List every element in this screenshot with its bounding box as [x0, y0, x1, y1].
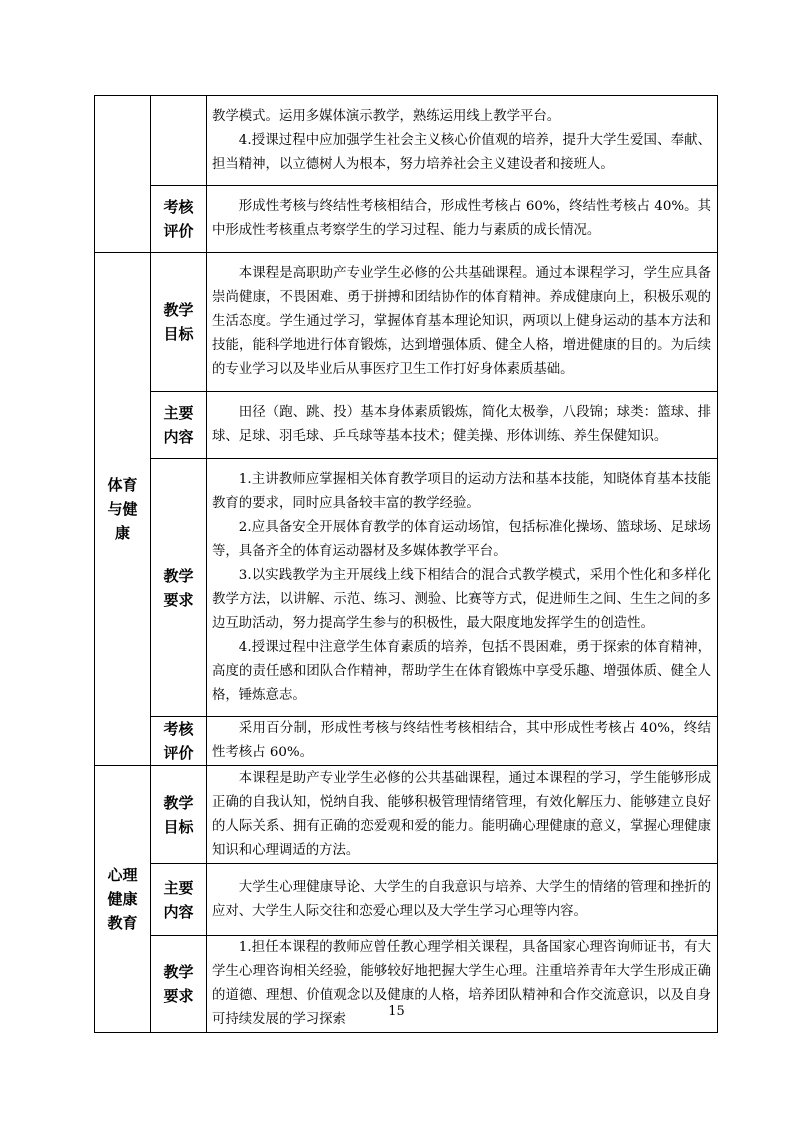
- item-label-line: 要求: [163, 590, 194, 609]
- course-row: [95, 186, 718, 253]
- item-label-line: 主要: [163, 404, 194, 422]
- item-label-line: 评价: [163, 222, 194, 240]
- item-content-cell: [207, 253, 718, 392]
- content-paragraph: 1.主讲教师应掌握相关体育教学项目的运动方法和基本技能，知晓体育基本技能教育的要求，同时应具备较丰富的教学经验。: [212, 471, 711, 511]
- item-label-line: 内容: [163, 428, 194, 446]
- item-content-cell: [207, 186, 718, 253]
- item-label-cell: [151, 766, 207, 864]
- item-label-line: 目标: [163, 817, 194, 836]
- course-table: [94, 95, 718, 1033]
- course-name-cell: [95, 253, 151, 766]
- course-name-line: 与健: [107, 500, 138, 518]
- content-paragraph: 田径（跑、跳、投）基本身体素质锻炼，简化太极拳，八段锦；球类：篮球、排球、足球、羽毛球、乒乓球等基本技术；健美操、形体训练、养生保健知识。: [212, 405, 711, 444]
- course-name-line: 教育: [107, 914, 138, 932]
- content-paragraph: 4.授课过程中注意学生体育素质的培养，包括不畏困难，勇于探索的体育精神，高度的责任感和团队合作精神，帮助学生在体育锻炼中享受乐趣、增强体质、健全人格，锤炼意志。: [212, 639, 711, 703]
- content-paragraph: 4.授课过程中应加强学生社会主义核心价值观的培养，提升大学生爱国、奉献、担当精神，以立德树人为根本，努力培养社会主义建设者和接班人。: [212, 132, 711, 172]
- content-paragraph: 大学生心理健康导论、大学生的自我意识与培养、大学生的情绪的管理和挫折的应对、大学生人际交往和恋爱心理以及大学生学习心理等内容。: [212, 879, 711, 919]
- item-label-cell: [151, 186, 207, 253]
- item-label-cell: [151, 459, 207, 717]
- course-row: [95, 96, 718, 186]
- content-paragraph: 本课程是高职助产专业学生必修的公共基础课程。通过本课程学习，学生应具备崇尚健康，不畏困难、勇于拼搏和团结协作的体育精神。养成健康向上，积极乐观的生活态度。学生通过学习，掌握体育基本理论知识，两项以上健身运动的基本方法和技能，能科学地进行体育锻炼，达到增强体质、健全人格，增进健康的目的。为后续的专业学习以及毕业后从事医疗卫生工作打好身体素质基础。: [212, 266, 711, 377]
- item-label-line: 教学: [163, 793, 194, 812]
- item-content-cell: [207, 766, 718, 864]
- course-row: [95, 253, 718, 392]
- course-table-body: [95, 96, 718, 1033]
- course-row: [95, 864, 718, 936]
- item-content-cell: [207, 864, 718, 936]
- item-label-line: 要求: [163, 987, 194, 1005]
- course-row: [95, 766, 718, 864]
- page-number: 15: [388, 1004, 405, 1019]
- course-row: [95, 459, 718, 717]
- content-paragraph: 形成性考核与终结性考核相结合，形成性考核占 60%，终结性考核占 40%。其中形成性考核重点考察学生的学习过程、能力与素质的成长情况。: [212, 199, 711, 238]
- item-label-line: 评价: [163, 744, 194, 762]
- course-name-cell: [95, 96, 151, 253]
- course-row: [95, 392, 718, 459]
- content-paragraph: 3.以实践教学为主开展线上线下相结合的混合式教学模式，采用个性化和多样化教学方法，以讲解、示范、练习、测验、比赛等方式，促进师生之间、生生之间的多边互助活动，努力提高学生参与的积极性，最大限度地发挥学生的创造性。: [212, 567, 711, 631]
- course-row: [95, 717, 718, 766]
- course-name-line: 心理: [107, 866, 138, 884]
- item-label-cell: [151, 253, 207, 392]
- course-name-line: 康: [114, 524, 130, 542]
- item-label-line: 内容: [163, 902, 194, 921]
- item-content-cell: [207, 392, 718, 459]
- course-name-line: 体育: [107, 476, 138, 494]
- item-label-line: 教学: [163, 301, 194, 319]
- item-label-cell: [151, 864, 207, 936]
- content-paragraph: 采用百分制，形成性考核与终结性考核相结合，其中形成性考核占 40%，终结性考核占 60%。: [212, 721, 711, 760]
- content-paragraph: 1.担任本课程的教师应曾任教心理学相关课程，具备国家心理咨询师证书，有大学生心理咨询相关经验，能够较好地把握大学生心理。注重培养青年大学生形成正确的道德、理想、价值观念以及健康的人格，培养团队精神和合作交流意识，以及自身可持续发展的学习探索: [212, 940, 711, 1027]
- content-paragraph: 2.应具备安全开展体育教学的体育运动场馆，包括标准化操场、篮球场、足球场等，具备齐全的体育运动器材及多媒体教学平台。: [212, 519, 711, 559]
- item-label-line: 主要: [163, 878, 194, 897]
- item-label-cell: [151, 717, 207, 766]
- item-label-line: 考核: [163, 198, 194, 216]
- item-label-line: 教学: [163, 566, 194, 585]
- course-name-line: 健康: [107, 890, 138, 908]
- item-content-cell: [207, 717, 718, 766]
- content-paragraph: 教学模式。运用多媒体演示教学，熟练运用线上教学平台。: [212, 108, 561, 124]
- item-label-line: 目标: [163, 325, 194, 343]
- item-content-cell: [207, 96, 718, 186]
- item-label-line: 考核: [163, 720, 194, 738]
- item-label-cell: [151, 392, 207, 459]
- course-name-cell: [95, 766, 151, 1033]
- item-label-cell: [151, 96, 207, 186]
- item-label-line: 教学: [163, 963, 194, 981]
- content-paragraph: 本课程是助产专业学生必修的公共基础课程，通过本课程的学习，学生能够形成正确的自我认知，悦纳自我、能够积极管理情绪管理，有效化解压力、能够建立良好的人际关系、拥有正确的恋爱观和爱的能力。能明确心理健康的意义，掌握心理健康知识和心理调适的方法。: [212, 770, 711, 858]
- item-content-cell: [207, 459, 718, 717]
